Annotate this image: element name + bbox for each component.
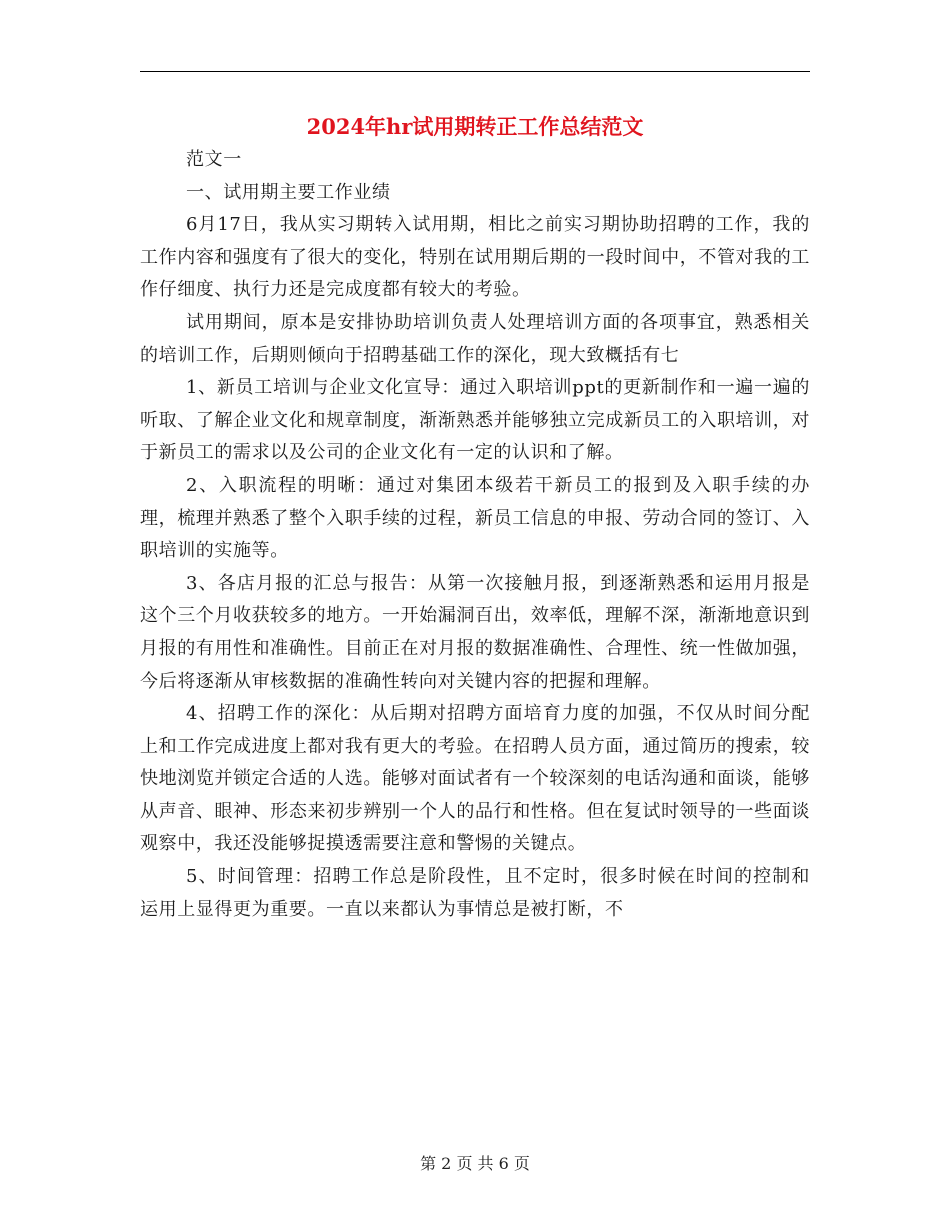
paragraph: 5、时间管理：招聘工作总是阶段性，且不定时，很多时候在时间的控制和运用上显得更为重要。一直以来都认为事情总是被打断，不 bbox=[140, 866, 810, 920]
paragraph: 1、新员工培训与企业文化宣导：通过入职培训ppt的更新制作和一遍一遍的听取、了解企业文化和规章制度，渐渐熟悉并能够独立完成新员工的入职培训，对于新员工的需求以及公司的企业文化有一定的认识和了解。 bbox=[140, 377, 810, 464]
paragraph: 试用期间，原本是安排协助培训负责人处理培训方面的各项事宜，熟悉相关的培训工作，后期则倾向于招聘基础工作的深化，现大致概括有七 bbox=[140, 311, 810, 366]
document-body bbox=[140, 144, 810, 926]
paragraph: 3、各店月报的汇总与报告：从第一次接触月报，到逐渐熟悉和运用月报是这个三个月收获较多的地方。一开始漏洞百出，效率低，理解不深，渐渐地意识到月报的有用性和准确性。目前正在对月报的数据准确性、合理性、统一性做加强，今后将逐渐从审核数据的准确性转向对关键内容的把握和理解。 bbox=[140, 572, 810, 692]
document-title: 2024年hr试用期转正工作总结范文 bbox=[306, 114, 644, 139]
section-heading: 一、试用期主要工作业绩 bbox=[186, 181, 391, 203]
paragraph: 6月17日，我从实习期转入试用期，相比之前实习期协助招聘的工作，我的工作内容和强度有了很大的变化，特别在试用期后期的一段时间中，不管对我的工作仔细度、执行力还是完成度都有较大的考验。 bbox=[140, 214, 810, 301]
header-rule bbox=[140, 71, 810, 72]
paragraph: 4、招聘工作的深化：从后期对招聘方面培育力度的加强，不仅从时间分配上和工作完成进度上都对我有更大的考验。在招聘人员方面，通过简历的搜索，较快地浏览并锁定合适的人选。能够对面试者有一个较深刻的电话沟通和面谈，能够从声音、眼神、形态来初步辨别一个人的品行和性格。但在复试时领导的一些面谈观察中，我还没能够捉摸透需要注意和警惕的关键点。 bbox=[140, 703, 810, 855]
paragraph: 2、入职流程的明晰：通过对集团本级若干新员工的报到及入职手续的办理，梳理并熟悉了整个入职手续的过程，新员工信息的申报、劳动合同的签订、入职培训的实施等。 bbox=[140, 474, 810, 562]
page-number: 第 2 页 共 6 页 bbox=[420, 1154, 530, 1173]
paragraph: 范文一 bbox=[186, 149, 242, 170]
